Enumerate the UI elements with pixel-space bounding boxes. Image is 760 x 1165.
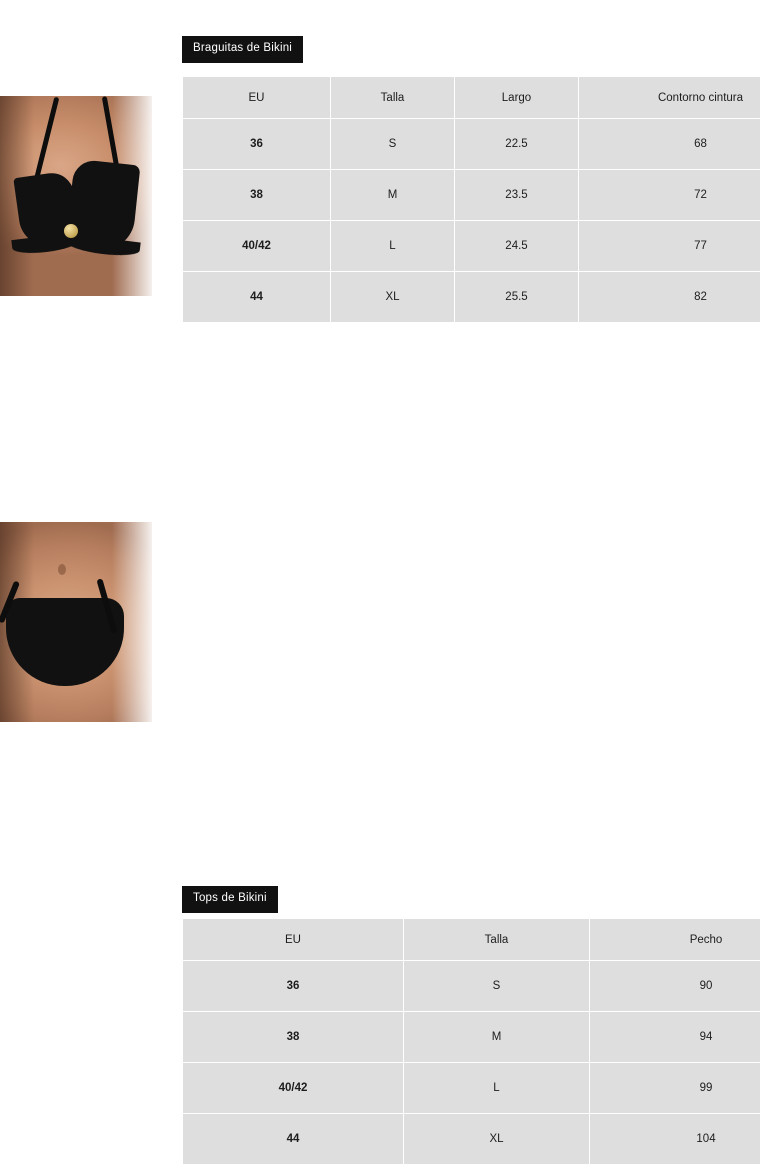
photo-navel-detail: [58, 564, 66, 575]
column-header-talla: Talla: [404, 919, 590, 961]
cell-pecho: 90: [590, 961, 760, 1012]
cell-eu: 44: [183, 1114, 404, 1165]
cell-contorno-cintura: 72: [579, 170, 760, 221]
table-header-row: [183, 77, 760, 119]
bikini-gold-ring: [64, 224, 78, 238]
cell-talla: XL: [404, 1114, 590, 1165]
table-row: [183, 221, 760, 272]
cell-largo: 24.5: [455, 221, 579, 272]
column-header-talla: Talla: [331, 77, 455, 119]
cell-eu: 44: [183, 272, 331, 323]
table-header-row: [183, 919, 760, 961]
table-row: [183, 1114, 760, 1165]
column-header-pecho: Pecho: [590, 919, 760, 961]
cell-pecho: 99: [590, 1063, 760, 1114]
cell-talla: L: [404, 1063, 590, 1114]
cell-eu: 36: [183, 119, 331, 170]
cell-eu: 38: [183, 1012, 404, 1063]
cell-eu: 40/42: [183, 221, 331, 272]
column-header-eu: EU: [183, 77, 331, 119]
cell-largo: 25.5: [455, 272, 579, 323]
cell-eu: 36: [183, 961, 404, 1012]
cell-largo: 23.5: [455, 170, 579, 221]
product-photo-bikini-bottom: [0, 522, 152, 722]
section-label-bikini-tops: Tops de Bikini: [182, 886, 278, 913]
cell-pecho: 94: [590, 1012, 760, 1063]
table-row: [183, 1012, 760, 1063]
cell-talla: S: [331, 119, 455, 170]
column-header-contorno-cintura: Contorno cintura: [579, 77, 760, 119]
column-header-eu: EU: [183, 919, 404, 961]
cell-contorno-cintura: 68: [579, 119, 760, 170]
cell-talla: L: [331, 221, 455, 272]
cell-talla: M: [404, 1012, 590, 1063]
size-table-bikini-bottoms: [182, 76, 760, 323]
cell-talla: S: [404, 961, 590, 1012]
cell-contorno-cintura: 82: [579, 272, 760, 323]
cell-talla: M: [331, 170, 455, 221]
section-label-bikini-bottoms: Braguitas de Bikini: [182, 36, 303, 63]
product-photo-bikini-top: [0, 96, 152, 296]
cell-largo: 22.5: [455, 119, 579, 170]
size-table-bikini-tops: [182, 918, 760, 1165]
column-header-largo: Largo: [455, 77, 579, 119]
table-row: [183, 961, 760, 1012]
cell-talla: XL: [331, 272, 455, 323]
cell-eu: 40/42: [183, 1063, 404, 1114]
table-row: [183, 170, 760, 221]
table-row: [183, 272, 760, 323]
table-row: [183, 119, 760, 170]
table-row: [183, 1063, 760, 1114]
cell-contorno-cintura: 77: [579, 221, 760, 272]
cell-pecho: 104: [590, 1114, 760, 1165]
cell-eu: 38: [183, 170, 331, 221]
